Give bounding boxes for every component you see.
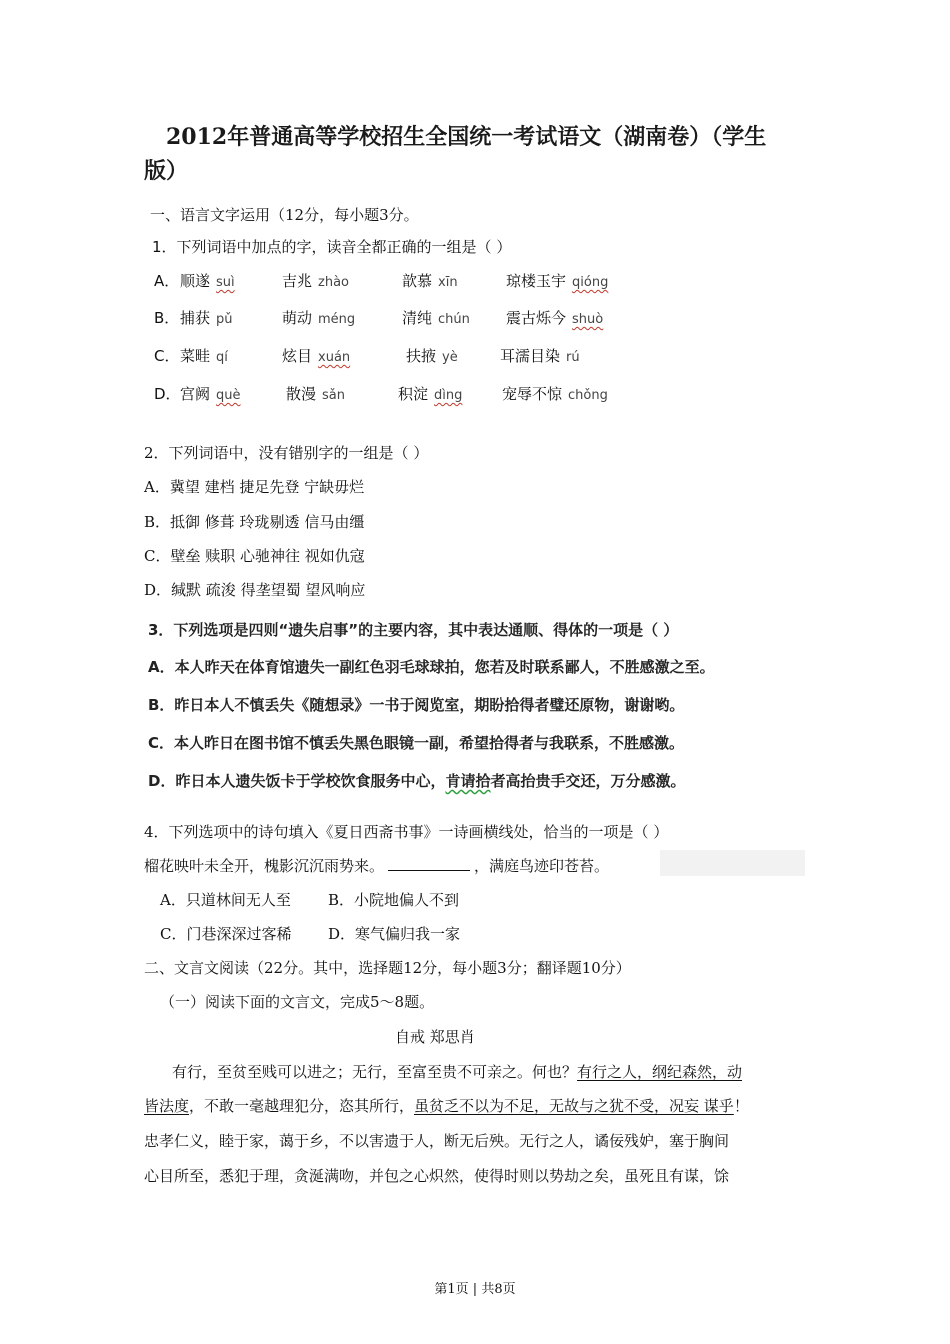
q1-pinyin: pǔ [216, 312, 233, 327]
q1-word: 清纯 [402, 309, 433, 327]
q1-word: 宫阙 [180, 385, 211, 403]
q1-pinyin: què [216, 388, 241, 403]
q4-option-c: C．门巷深深过客稀 [160, 925, 292, 943]
q3-stem: 3．下列选项是四则“遗失启事”的主要内容，其中表达通顺、得体的一项是（ ） [148, 621, 679, 639]
q1-word: 宠辱不惊 [502, 385, 563, 403]
q1-word: 歆慕 [402, 272, 433, 290]
q1-pinyin: sǎn [322, 388, 345, 403]
passage-line-2 [144, 1095, 749, 1116]
q2-option-b: B．抵御 修葺 玲珑剔透 信马由缰 [144, 513, 365, 531]
q3-option-a: A．本人昨天在体育馆遗失一副红色羽毛球球拍，您若及时联系鄙人，不胜感激之至。 [148, 658, 715, 676]
q3-option-d-marked: 肯请拾 [445, 772, 491, 790]
page-title [144, 120, 804, 188]
q3-option-c: C．本人昨日在图书馆不慎丢失黑色眼镜一副，希望拾得者与我联系，不胜感激。 [148, 734, 685, 752]
q1-word: 积淀 [398, 385, 429, 403]
passage-line-1b: 有行之人，纲纪森然，动 [577, 1063, 743, 1081]
q2-stem: 2．下列词语中，没有错别字的一组是（ ） [144, 444, 429, 462]
q4-option-b: B．小院地偏人不到 [328, 891, 460, 909]
passage-title: 自戒 郑思肖 [395, 1028, 475, 1046]
q1-word: 捕获 [180, 309, 211, 327]
q1-word: 震古烁今 [506, 309, 567, 327]
q4-option-d: D．寒气偏归我一家 [328, 925, 461, 943]
q1-pinyin: rú [566, 350, 580, 365]
q1-pinyin: qí [216, 350, 228, 365]
passage-line-2a: 皆法度 [144, 1097, 190, 1115]
q4-option-a: A．只道林间无人至 [160, 891, 291, 909]
q1-word: 顺遂 [180, 272, 211, 290]
part-1-heading: （一）阅读下面的文言文，完成5～8题。 [160, 993, 435, 1011]
q1-pinyin: zhào [318, 275, 349, 290]
q1-pinyin: dìng [434, 388, 463, 403]
passage-line-2d: ！ [733, 1097, 749, 1115]
q4-poem [144, 855, 609, 876]
q1-word: 耳濡目染 [500, 347, 561, 365]
q1-option-label: A． [154, 272, 180, 290]
q1-pinyin: suì [216, 275, 235, 290]
section-2-heading: 二、文言文阅读（22分。其中，选择题12分，每小题3分；翻译题10分） [144, 959, 631, 977]
q4-poem-post: ，满庭鸟迹印苍苔。 [474, 857, 610, 875]
q3-option-d [148, 770, 686, 791]
passage-line-3: 忠孝仁义，睦于家，蔼于乡，不以害遗于人，断无后殃。无行之人，谲佞残妒，塞于胸间 [144, 1132, 730, 1150]
q1-pinyin: xuán [318, 350, 351, 365]
passage-line-2c: 虽贫乏不以为不足，无故与之犹不受，况妄 谋乎 [414, 1097, 734, 1115]
q4-blank [388, 856, 470, 871]
page-footer: 第1页 | 共8页 [434, 1282, 516, 1297]
passage-line-1a: 有行，至贫至贱可以进之；无行，至富至贵不可亲之。何也？ [172, 1063, 578, 1081]
q1-word: 琼楼玉宇 [506, 272, 567, 290]
q1-option-label: B． [154, 309, 180, 327]
q1-pinyin: chǒng [568, 388, 608, 403]
q1-word: 扶掖 [406, 347, 437, 365]
q1-pinyin: chún [438, 312, 470, 327]
passage-line-4: 心目所至，悉犯于理，贪涎满吻，并包之心炽然，使得时则以势劫之矣，虽死且有谋，馀 [144, 1167, 730, 1185]
q3-option-d-pre: D．昨日本人遗失饭卡于学校饮食服务中心， [148, 772, 446, 790]
q1-pinyin: qióng [572, 275, 609, 290]
q1-pinyin: yè [442, 350, 458, 365]
q3-option-b: B．昨日本人不慎丢失《随想录》一书于阅览室，期盼拾得者璧还原物，谢谢哟。 [148, 696, 685, 714]
q1-word: 吉兆 [282, 272, 313, 290]
q1-word: 散漫 [286, 385, 317, 403]
q1-option-label: D． [154, 385, 181, 403]
q1-pinyin: xīn [438, 275, 458, 290]
passage-line-2b: ，不敢一毫越理犯分，恣其所行， [189, 1097, 415, 1115]
q1-word: 萌动 [282, 309, 313, 327]
title-line-1: 2012年普通高等学校招生全国统一考试语文（湖南卷）（学生 [166, 124, 767, 150]
q2-option-c: C．壁垒 赎职 心驰神往 视如仇寇 [144, 547, 365, 565]
q3-option-d-post: 者高抬贵手交还，万分感激。 [490, 772, 686, 790]
q2-option-d: D．缄默 疏浚 得垄望蜀 望风响应 [144, 581, 366, 599]
q1-word: 菜畦 [180, 347, 211, 365]
q4-poem-pre: 榴花映叶未全开，槐影沉沉雨势来。 [144, 857, 385, 875]
q1-pinyin: shuò [572, 312, 604, 327]
passage-line-1 [172, 1061, 742, 1082]
q4-stem: 4．下列选项中的诗句填入《夏日西斋书事》一诗画横线处，恰当的一项是（ ） [144, 823, 669, 841]
q2-option-a: A．冀望 建档 捷足先登 宁缺毋烂 [144, 478, 365, 496]
section-1-heading: 一、语言文字运用（12分，每小题3分。 [150, 206, 419, 224]
q1-word: 炫目 [282, 347, 313, 365]
q1-stem: 1．下列词语中加点的字，读音全都正确的一组是（ ） [152, 238, 512, 256]
q1-option-label: C． [154, 347, 180, 365]
q1-pinyin: méng [318, 312, 356, 327]
title-line-2: 版） [144, 158, 189, 184]
shaded-strip [660, 850, 805, 876]
